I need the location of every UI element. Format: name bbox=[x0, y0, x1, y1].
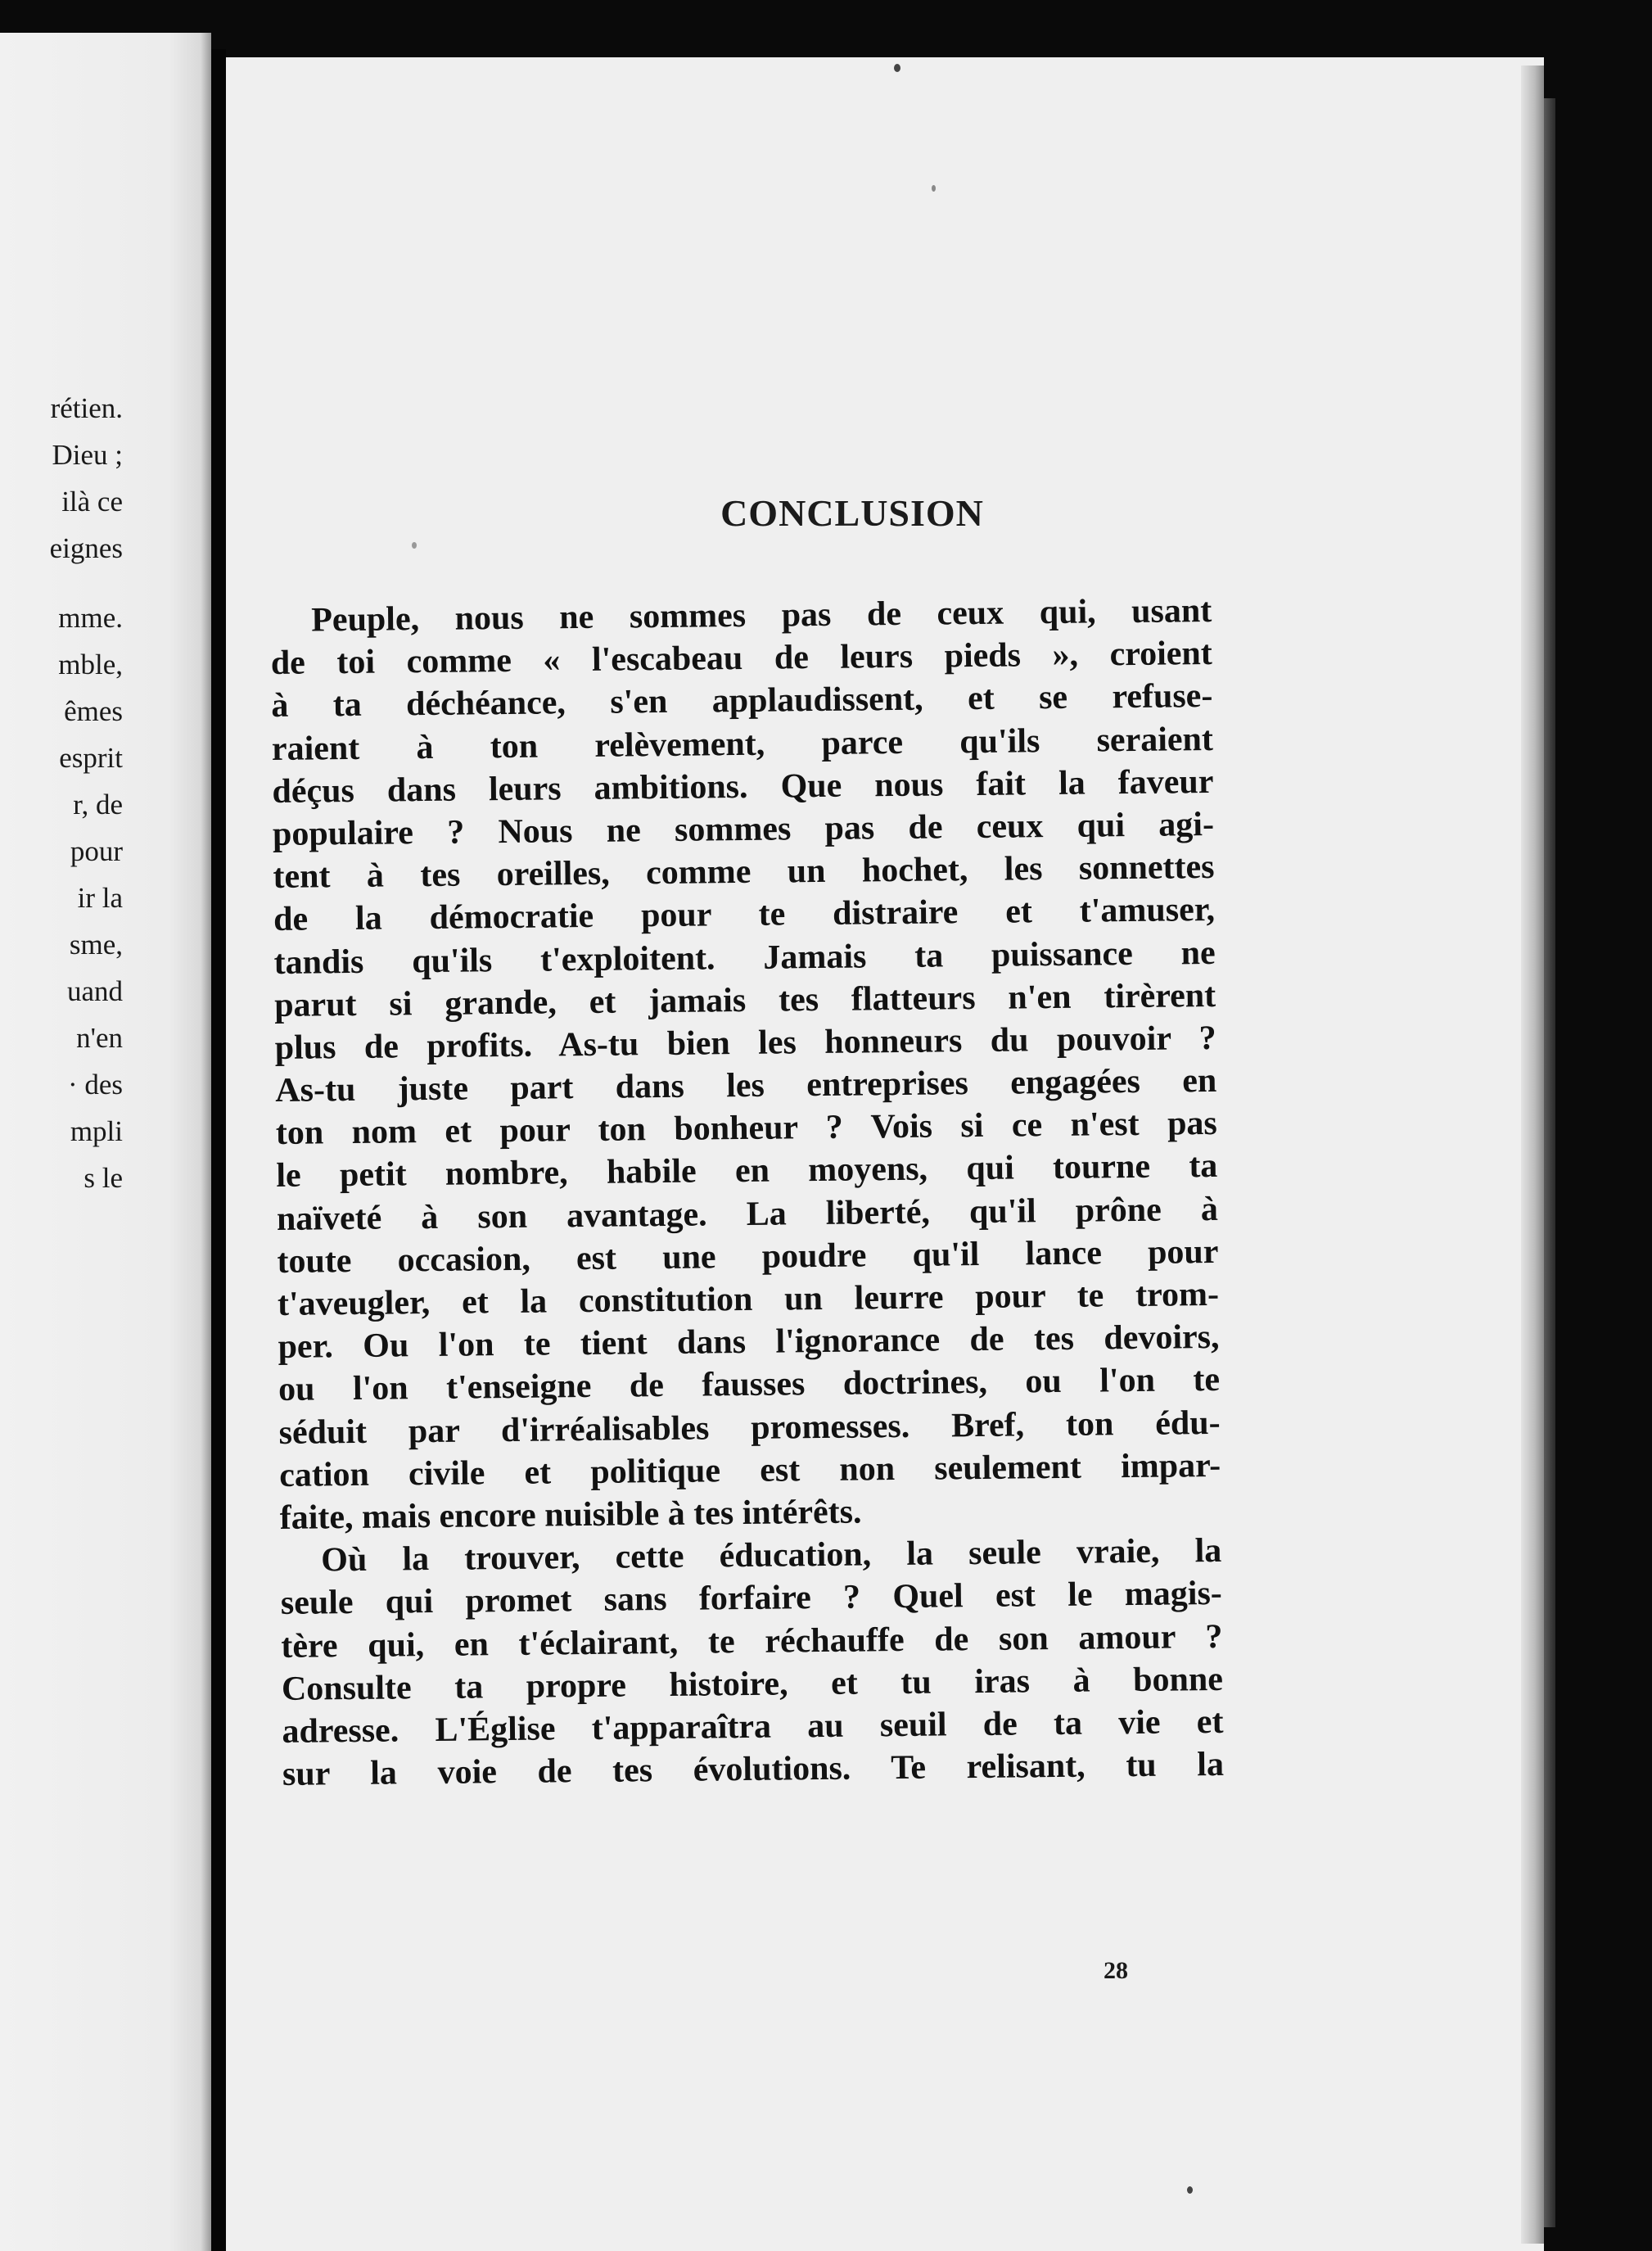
text-line: toute occasion, est une poudre qu'il lance pour bbox=[277, 1232, 1219, 1281]
text-line: tandis qu'ils t'exploitent. Jamais ta puissance ne bbox=[273, 933, 1216, 982]
text-line: tère qui, en t'éclairant, te réchauffe de son amour ? bbox=[281, 1617, 1223, 1666]
paragraph-2 bbox=[280, 1530, 1224, 1796]
facing-page-line: s le bbox=[84, 1162, 123, 1194]
facing-page-line: mble, bbox=[58, 649, 123, 680]
page-edge bbox=[1521, 66, 1544, 2244]
scan-speck bbox=[412, 542, 417, 549]
paragraph-1 bbox=[270, 590, 1221, 1539]
scan-speck bbox=[1187, 2186, 1193, 2194]
facing-page-line: ilà ce bbox=[61, 486, 123, 518]
page-number: 28 bbox=[1104, 1957, 1128, 1984]
facing-page-line: r, de bbox=[73, 789, 123, 820]
text-line: de la démocratie pour te distraire et t'amuser, bbox=[273, 891, 1216, 939]
facing-page-line: pour bbox=[70, 835, 123, 867]
text-line: plus de profits. As-tu bien les honneurs du pouvoir ? bbox=[274, 1019, 1216, 1067]
text-line: populaire ? Nous ne sommes pas de ceux qui agi- bbox=[272, 805, 1215, 853]
text-line: As-tu juste part dans les entreprises engagées en bbox=[275, 1061, 1217, 1110]
scan-speck bbox=[932, 185, 936, 192]
facing-page-line: mpli bbox=[70, 1115, 123, 1147]
facing-page-line: uand bbox=[66, 975, 123, 1007]
text-line: le petit nombre, habile en moyens, qui tourne ta bbox=[276, 1147, 1218, 1196]
book-gutter bbox=[211, 49, 226, 2251]
facing-page-line: · des bbox=[67, 1069, 123, 1101]
facing-page-line: eignes bbox=[49, 532, 123, 564]
text-line: déçus dans leurs ambitions. Que nous fait la faveur bbox=[272, 762, 1214, 811]
text-line: seule qui promet sans forfaire ? Quel est le magis- bbox=[280, 1575, 1223, 1623]
facing-page-line: rétien. bbox=[50, 392, 123, 424]
text-line: Peuple, nous ne sommes pas de ceux qui, usant bbox=[311, 591, 1212, 640]
text-line: séduit par d'irréalisables promesses. Bref, ton édu- bbox=[278, 1403, 1221, 1452]
text-line: parut si grande, et jamais tes flatteurs n'en tirèrent bbox=[273, 976, 1216, 1024]
facing-page-line: Dieu ; bbox=[52, 439, 123, 471]
body-text bbox=[270, 590, 1224, 1796]
text-line: adresse. L'Église t'apparaîtra au seuil de ta vie et bbox=[282, 1702, 1224, 1751]
text-line: Consulte ta propre histoire, et tu iras à bonne bbox=[281, 1660, 1224, 1708]
page-edge-shadow bbox=[1544, 98, 1555, 2227]
facing-page-line: ir la bbox=[77, 882, 123, 914]
facing-page-text bbox=[0, 385, 123, 1201]
text-line: t'aveugler, et la constitution un leurre pour te trom- bbox=[277, 1275, 1220, 1323]
facing-page-line: mme. bbox=[58, 602, 123, 634]
text-line: ou l'on t'enseigne de fausses doctrines, ou l'on te bbox=[278, 1361, 1221, 1409]
facing-page-line: sme, bbox=[69, 929, 123, 961]
text-line: tent à tes oreilles, comme un hochet, les sonnettes bbox=[273, 848, 1215, 897]
facing-page-line: êmes bbox=[64, 695, 123, 727]
text-line: de toi comme « l'escabeau de leurs pieds », croient bbox=[270, 635, 1212, 683]
text-line: naïveté à son avantage. La liberté, qu'il prône à bbox=[276, 1190, 1219, 1238]
text-line: sur la voie de tes évolutions. Te relisant, tu la bbox=[282, 1745, 1225, 1793]
text-line: faite, mais encore nuisible à tes intérêts. bbox=[279, 1493, 862, 1537]
facing-page-line: n'en bbox=[76, 1022, 123, 1054]
text-line: per. Ou l'on te tient dans l'ignorance de tes devoirs, bbox=[278, 1318, 1220, 1367]
facing-page bbox=[0, 33, 211, 2251]
facing-page-line: esprit bbox=[59, 742, 123, 774]
page-title: CONCLUSION bbox=[720, 492, 984, 534]
text-line: à ta déchéance, s'en applaudissent, et se refuse- bbox=[271, 677, 1213, 725]
text-line: Où la trouver, cette éducation, la seule vraie, la bbox=[321, 1532, 1222, 1580]
text-line: cation civile et politique est non seulement impar- bbox=[278, 1446, 1221, 1494]
scan-speck bbox=[894, 64, 900, 72]
text-line: ton nom et pour ton bonheur ? Vois si ce n'est pas bbox=[275, 1105, 1218, 1153]
facing-page-line bbox=[0, 572, 123, 594]
text-line: raient à ton relèvement, parce qu'ils seraient bbox=[271, 720, 1214, 768]
